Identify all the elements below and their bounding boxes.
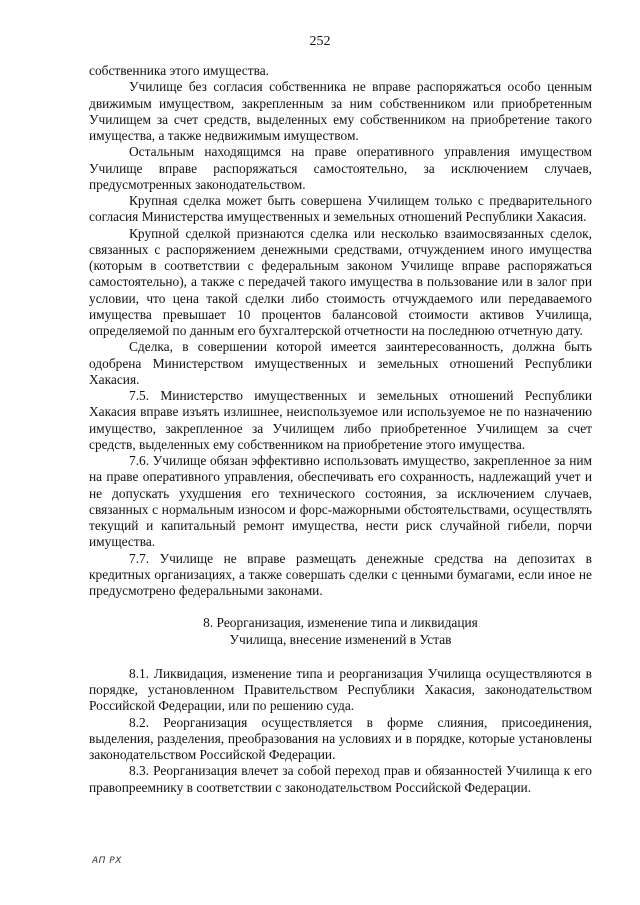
paragraph-clause-7-5: 7.5. Министерство имущественных и земельных отношений Республики Хакасия вправе изъять излишнее, неиспользуемое или используемое не по назначению имущество, закрепленное за Училищем либо приобретенное Училищем за счет средств, выделенных ему собственником на приобретение этого имущества. (89, 388, 592, 452)
paragraph-clause-7-6: 7.6. Училище обязан эффективно использовать имущество, закрепленное за ним на праве оперативного управления, обеспечивать его сохранность, надлежащий учет и не допускать ухудшения его технического состояния, за исключением случаев, связанных с нормальным износом и форс-мажорными обстоятельствами, осуществлять текущий и капитальный ремонт имущества, нести риск случайной гибели, порчи имущества. (89, 453, 592, 550)
paragraph-interested-transaction: Сделка, в совершении которой имеется заинтересованность, должна быть одобрена Министерством имущественных и земельных отношений Республики Хакасия. (89, 339, 592, 387)
document-body (89, 63, 592, 796)
paragraph-major-transaction: Крупная сделка может быть совершена Училищем только с предварительного согласия Министерства имущественных и земельных отношений Республики Хакасия. (89, 193, 592, 225)
paragraph-major-transaction-definition: Крупной сделкой признаются сделка или несколько взаимосвязанных сделок, связанных с распоряжением денежными средствами, отчуждением иного имущества (которым в соответствии с федеральным законом Училище вправе распоряжаться самостоятельно), а также с передачей такого имущества в пользование или в залог при условии, что цена такой сделки либо стоимость отчуждаемого или передаваемого имущества превышает 10 процентов балансовой стоимости активов Училища, определяемой по данным его бухгалтерской отчетности на последнюю отчетную дату. (89, 225, 592, 338)
paragraph-clause-8-1: 8.1. Ликвидация, изменение типа и реорганизация Училища осуществляются в порядке, установленном Правительством Республики Хакасия, законодательством Российской Федерации, или по решению суда. (89, 665, 592, 714)
section-heading-line-2: Училища, внесение изменений в Устав (229, 631, 452, 647)
paragraph-clause-7-7: 7.7. Училище не вправе размещать денежные средства на депозитах в кредитных организациях, а также совершать сделки с ценными бумагами, если иное не предусмотрено федеральными законами. (89, 550, 592, 598)
paragraph-clause-8-2: 8.2. Реорганизация осуществляется в форме слияния, присоединения, выделения, разделения, преобразования на условиях и в порядке, которые установлены законодательством Российской Федерации. (89, 714, 592, 762)
paragraph-other-property: Остальным находящимся на праве оперативного управления имуществом Училище вправе распоряжаться самостоятельно, за исключением случаев, предусмотренных законодательством. (89, 144, 592, 192)
page-number: 252 (309, 34, 331, 49)
paragraph-property-disposal-restriction: Училище без согласия собственника не вправе распоряжаться особо ценным движимым имуществом, закрепленным за ним собственником или приобретенным Училищем за счет средств, выделенных ему собственником на приобретение такого имущества, а также недвижимым имуществом. (89, 79, 592, 143)
archive-stamp-mark: АП РХ (92, 856, 122, 866)
section-heading-line-1: 8. Реорганизация, изменение типа и ликвидация (203, 615, 478, 631)
paragraph-continuation: собственника этого имущества. (89, 63, 270, 78)
paragraph-clause-8-3: 8.3. Реорганизация влечет за собой переход прав и обязанностей Училища к его правопреемнику в соответствии с законодательством Российской Федерации. (89, 763, 592, 795)
section-heading (89, 615, 592, 648)
